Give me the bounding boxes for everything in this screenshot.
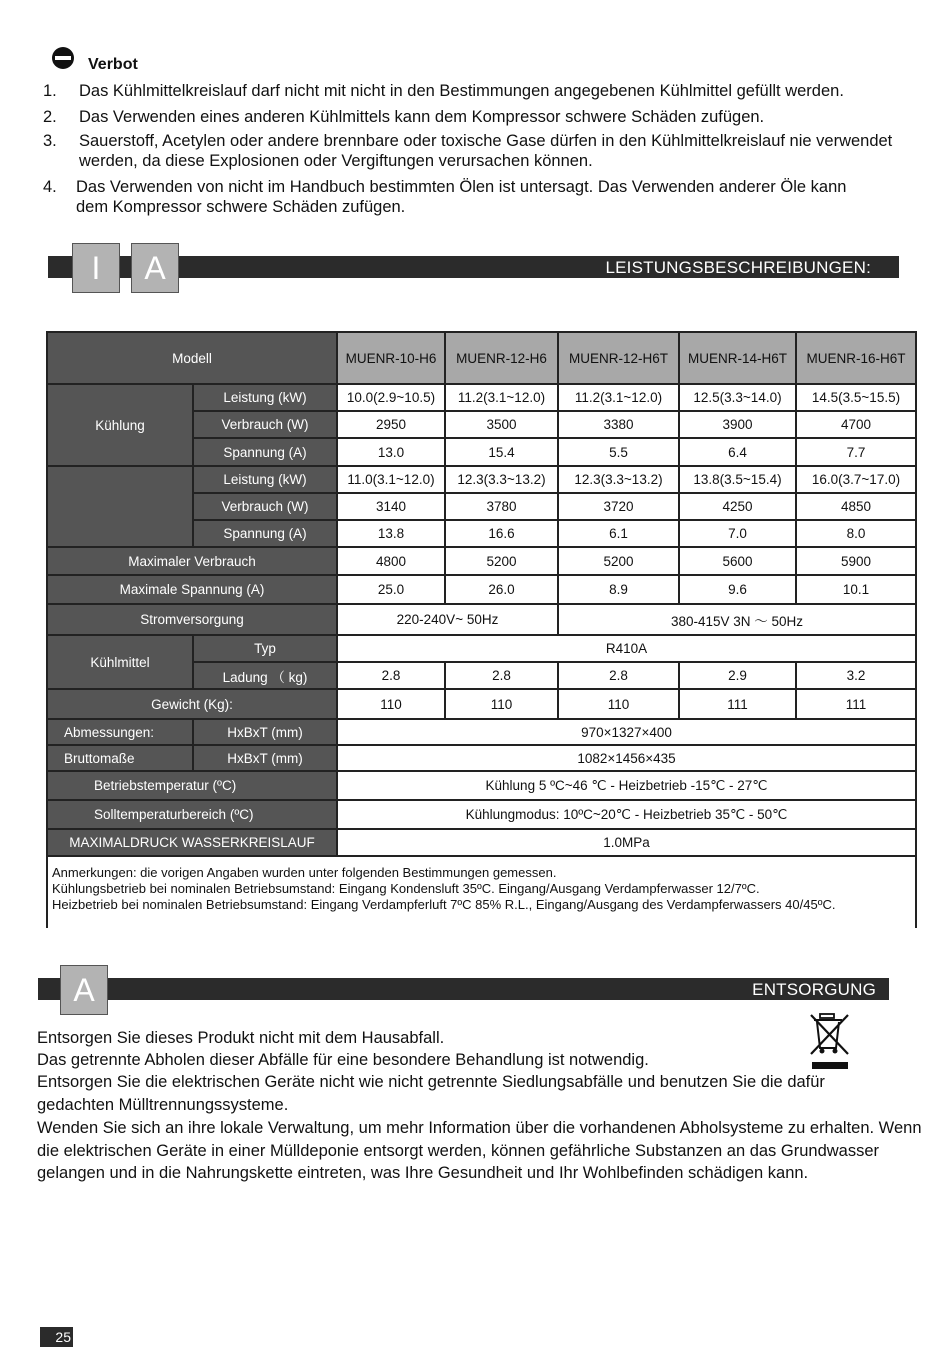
prohibition-icon [51,46,75,70]
table-cell: 3.2 [796,662,916,689]
warning-item-text: Das Kühlmittelkreislauf darf nicht mit nicht in den Bestimmungen angegebenen Kühlmittel gefüllt werden. [79,82,844,100]
row-label: HxBxT (mm) [193,745,337,771]
section-title: LEISTUNGSBESCHREIBUNGEN: [605,258,871,277]
row-label: Typ [193,635,337,662]
table-cell: 9.6 [679,575,796,604]
table-cell: 8.0 [796,520,916,547]
table-cell: 4850 [796,493,916,520]
row-label: Leistung (kW) [193,384,337,411]
table-cell: 2950 [337,411,445,438]
table-cell: 10.1 [796,575,916,604]
row-label: Bruttomaße [47,745,193,771]
table-cell: 220-240V~ 50Hz [337,604,558,635]
warning-item-number: 2. [43,108,57,126]
table-cell: 3500 [445,411,558,438]
section-title: ENTSORGUNG [752,980,876,999]
row-label: HxBxT (mm) [193,719,337,745]
warning-item-text: Das Verwenden eines anderen Kühlmittels kann dem Kompressor schwere Schäden zufügen. [79,108,765,126]
table-cell: 3900 [679,411,796,438]
table-cell: 5900 [796,547,916,575]
table-cell: 3720 [558,493,679,520]
table-cell: 12.5(3.3~14.0) [679,384,796,411]
table-row [47,635,916,662]
section-tab: I [72,243,120,293]
table-cell: 1.0MPa [337,829,916,856]
note-line: Anmerkungen: die vorigen Angaben wurden unter folgenden Bestimmungen gemessen. [52,865,557,880]
table-cell: 2.8 [558,662,679,689]
table-cell: 3780 [445,493,558,520]
warning-item-number: 3. [43,132,57,150]
model-header: MUENR-12-H6T [558,332,679,384]
table-cell: 2.9 [679,662,796,689]
table-row [47,771,916,800]
warning-item-text: Sauerstoff, Acetylen oder andere brennbare oder toxische Gase dürfen in den Kühlmittelkreislauf nie verwendet werden, da diese Explosionen oder Vergiftungen verursachen können. [79,132,893,170]
table-cell: 8.9 [558,575,679,604]
warning-item-text: Das Verwenden von nicht im Handbuch bestimmten Ölen ist untersagt. Das Verwenden anderer Öle kann dem Kompressor schwere Schäden zufügen. [76,178,847,216]
row-label: Maximaler Verbrauch [47,547,337,575]
heating-label [47,466,193,547]
table-row [47,856,916,928]
table-cell: 380-415V 3N ～ 50Hz [558,604,916,635]
model-header: MUENR-16-H6T [796,332,916,384]
row-label: Ladung （ kg) [193,662,337,689]
table-cell: 2.8 [445,662,558,689]
table-cell: 4800 [337,547,445,575]
table-row [47,547,916,575]
table-row [47,689,916,719]
warning-item-number: 4. [43,178,57,196]
note-line: Heizbetrieb bei nominalen Betriebsumstand: Eingang Verdampferluft 7ºC 85% R.L., Eingang/Ausgang des Verdampferwassers 40/45ºC. [52,897,836,912]
row-label: MAXIMALDRUCK WASSERKREISLAUF [47,829,337,856]
cooling-label: Kühlung [47,384,193,466]
model-header: MUENR-14-H6T [679,332,796,384]
model-label: Modell [47,332,337,384]
table-cell: 16.6 [445,520,558,547]
table-cell: 13.8(3.5~15.4) [679,466,796,493]
table-cell: 3380 [558,411,679,438]
table-cell: 11.0(3.1~12.0) [337,466,445,493]
row-label: Verbrauch (W) [193,411,337,438]
table-row [47,829,916,856]
table-cell: 11.2(3.1~12.0) [558,384,679,411]
section-tab: A [60,965,108,1015]
disposal-paragraph: Entsorgen Sie die elektrischen Geräte nicht wie nicht getrennte Siedlungsabfälle und benutzen Sie die dafür gedachten Mülltrennungssysteme. [37,1073,825,1114]
table-cell: 2.8 [337,662,445,689]
table-cell: 6.1 [558,520,679,547]
table-cell: 13.0 [337,438,445,466]
table-cell: 5600 [679,547,796,575]
table-row [47,745,916,771]
table-cell: 12.3(3.3~13.2) [558,466,679,493]
table-row [47,575,916,604]
disposal-paragraph: Entsorgen Sie dieses Produkt nicht mit dem Hausabfall. [37,1029,445,1047]
row-label: Maximale Spannung (A) [47,575,337,604]
table-cell: 12.3(3.3~13.2) [445,466,558,493]
table-cell: 970×1327×400 [337,719,916,745]
row-label: Betriebstemperatur (ºC) [47,771,337,800]
section-tab: A [131,243,179,293]
table-cell: 15.4 [445,438,558,466]
table-cell: Kühlungmodus: 10ºC~20℃ - Heizbetrieb 35℃ - 50℃ [337,800,916,829]
note-line: Kühlungsbetrieb bei nominalen Betriebsumstand: Eingang Kondensluft 35ºC. Eingang/Ausgang Verdampferwasser 12/7ºC. [52,881,760,896]
table-cell: 5.5 [558,438,679,466]
table-cell: 16.0(3.7~17.0) [796,466,916,493]
table-cell: 11.2(3.1~12.0) [445,384,558,411]
table-cell: 6.4 [679,438,796,466]
model-header: MUENR-12-H6 [445,332,558,384]
table-row [47,384,916,411]
table-cell: 7.7 [796,438,916,466]
disposal-paragraph: Wenden Sie sich an ihre lokale Verwaltung, um mehr Information über die vorhandenen Abholsysteme zu erhalten. Wenn die elektrischen Geräte in einer Mülldeponie entsorgt werden, können gefährliche Substanzen an das Grundwasser gelangen und in die Nahrungskette eintreten, was Ihre Gesundheit und Ihr Wohlbefinden schädigen kann. [37,1119,922,1182]
table-cell: 1082×1456×435 [337,745,916,771]
table-cell: 111 [796,689,916,719]
row-label: Spannung (A) [193,520,337,547]
row-label: Leistung (kW) [193,466,337,493]
warning-title: Verbot [88,56,138,73]
table-row [47,332,916,384]
row-label: Abmessungen: [47,719,193,745]
table-cell: 26.0 [445,575,558,604]
table-row [47,719,916,745]
table-cell: 14.5(3.5~15.5) [796,384,916,411]
disposal-paragraph: Das getrennte Abholen dieser Abfälle für eine besondere Behandlung ist notwendig. [37,1051,649,1069]
row-label: Stromversorgung [47,604,337,635]
table-cell: R410A [337,635,916,662]
table-notes [47,856,916,928]
row-label: Spannung (A) [193,438,337,466]
table-cell: 4700 [796,411,916,438]
row-label: Gewicht (Kg): [47,689,337,719]
page-number: 25 [40,1327,73,1347]
table-cell: 10.0(2.9~10.5) [337,384,445,411]
table-cell: 3140 [337,493,445,520]
table-cell: 4250 [679,493,796,520]
table-cell: 111 [679,689,796,719]
table-cell: 5200 [445,547,558,575]
table-cell: 110 [558,689,679,719]
table-cell: 7.0 [679,520,796,547]
table-cell: 110 [337,689,445,719]
row-label: Solltemperaturbereich (ºC) [47,800,337,829]
refrigerant-label: Kühlmittel [47,635,193,689]
table-row [47,604,916,635]
table-cell: 5200 [558,547,679,575]
table-cell: 13.8 [337,520,445,547]
table-cell: Kühlung 5 ºC~46 ℃ - Heizbetrieb -15℃ - 27℃ [337,771,916,800]
table-row [47,800,916,829]
spec-table [46,331,917,928]
row-label: Verbrauch (W) [193,493,337,520]
table-cell: 25.0 [337,575,445,604]
section-bar-disposal [38,978,889,1000]
table-cell: 110 [445,689,558,719]
table-row [47,466,916,493]
warning-item-number: 1. [43,82,57,100]
model-header: MUENR-10-H6 [337,332,445,384]
